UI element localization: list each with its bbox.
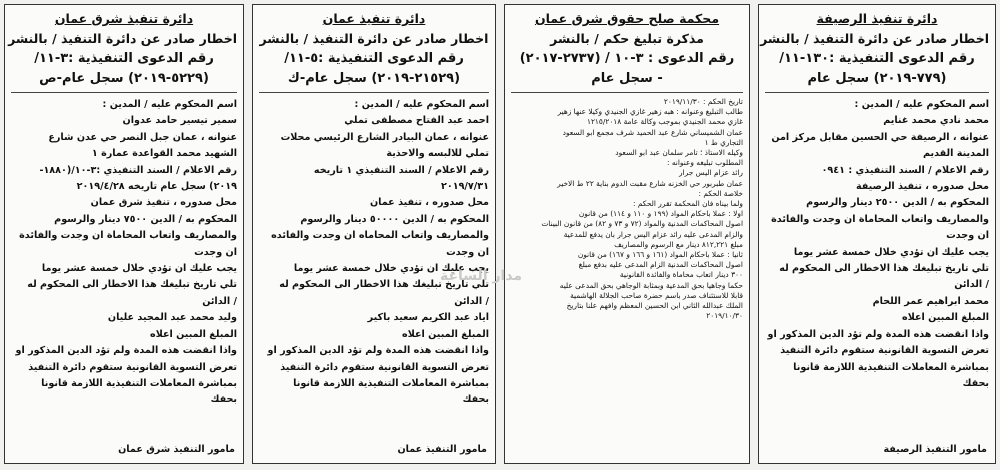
- notice-body-line: وليد محمد عبد المجيد عليان: [107, 312, 237, 324]
- notice-body-line: الملك عبدالله الثاني ابن الحسين المعظم وافهم علنا بتاريخ: [566, 301, 743, 311]
- notice-body-line: بمباشرة المعاملات التنفيذية اللازمة قانونا: [793, 361, 989, 373]
- notice-body-line: المطلوب تبليغه وعنوانه :: [667, 158, 743, 168]
- notice-body-line: التجاري ط ١: [704, 137, 743, 147]
- notice-body-line: تاريخ الحكم : ٢٠١٩/١١/٣٠: [663, 97, 743, 106]
- notice-heading-line: (٥٢٢٩-٢٠١٩) سجل عام-ص: [39, 71, 209, 86]
- notice-heading-line: رقم الدعوى : ٣-١٠ / (٢٧٣٧-٢٠١٧): [519, 51, 735, 66]
- notice-body-line: احمد عبد الفتاح مصطفى تملي: [344, 115, 489, 127]
- notice-body-line: والمصاريف واتعاب المحاماة ان وجدت والفائدة: [771, 213, 989, 225]
- notice-body-line: غازي محمد الجنيدي بموجب وكالة عامة ١٢١٥/٢٠١٨: [586, 117, 743, 127]
- notice-body-line: المدينة القديم: [922, 148, 989, 160]
- notice-footer: مامور التنفيذ الرصيفة: [883, 444, 987, 455]
- notice-body-line: بمباشرة المعاملات التنفيذية اللازمة قانونا: [293, 377, 489, 389]
- notice-heading-line: اخطار صادر عن دائرة التنفيذ / بالنشر: [8, 31, 237, 46]
- divider: [511, 92, 743, 93]
- notice-body-line: وكيله الاستاذ ؛ تامر سلمان عبد ابو السعود: [615, 148, 743, 158]
- notice-title: دائرة تنفيذ الرصيفة: [816, 11, 938, 26]
- notice-body-line: ٣٠٠ دينار اتعاب محاماة والفائدة القانونية: [619, 270, 743, 280]
- notice-body-line: والزام المدعى عليه رائد عزام اليس جرار بان يدفع للمدعية: [563, 229, 743, 239]
- divider: [259, 92, 489, 93]
- notice-body-line: محل صدوره ، تنفيذ شرق عمان: [90, 197, 237, 209]
- divider: [11, 92, 237, 93]
- notice-body-line: سمير تيسير حامد عدوان: [122, 115, 237, 127]
- notice-title: دائرة تنفيذ عمان: [322, 11, 426, 26]
- notice-heading-line: اخطار صادر عن دائرة التنفيذ / بالنشر: [760, 31, 989, 46]
- notice-body-line: تلي تاريخ تبليغك هذا الاخطار الى المحكوم له: [779, 263, 989, 275]
- notice-footer: مامور التنفيذ شرق عمان: [118, 444, 235, 455]
- notice-body-line: المحكوم به / الدين ٧٥٠٠ دينار والرسوم: [54, 213, 237, 225]
- notice-body-line: المبلغ المبين اعلاه: [402, 328, 489, 340]
- notice-body-line: رقم الاعلام / السند التنفيذي :٣-١٠/(١٨٨٠-: [39, 164, 237, 176]
- notice-east-amman: [4, 4, 244, 464]
- notice-body-line: ٢٠١٩) سجل عام تاريخه ٢٠١٩/٤/٢٨: [76, 181, 237, 193]
- notice-body-line: يجب عليك ان تؤدي خلال خمسة عشر يوما: [293, 263, 489, 275]
- notice-body-line: بحقك: [210, 394, 237, 406]
- watermark: مدار الساعة: [440, 268, 523, 284]
- notice-body-line: تلي تاريخ تبليغك هذا الاخطار الى المحكوم له: [27, 279, 237, 291]
- notice-body-line: ان وجدت: [446, 246, 489, 258]
- notice-body-line: المحكوم به / الدين ٢٥٠٠ دينار والرسوم: [806, 197, 989, 209]
- notice-heading-line: (٢١٥٢٩-٢٠١٩) سجل عام-ك: [287, 71, 461, 86]
- notice-body-line: رقم الاعلام / السند التنفيذي ١ تاريخه: [313, 164, 489, 176]
- notice-body-line: اسم المحكوم عليه / المدين :: [854, 99, 989, 110]
- notice-east-amman-court: [504, 4, 750, 464]
- notice-amman: [252, 4, 496, 464]
- notice-heading-line: رقم الدعوى التنفيذية :٣-١١/: [34, 51, 214, 66]
- notice-body-line: ولما بيناه فان المحكمة تقرر الحكم :: [633, 199, 743, 209]
- notice-body-line: بمباشرة المعاملات التنفيذية اللازمة قانونا: [41, 377, 237, 389]
- notice-body-line: عمان طبربور حي الخزنه شارع مقبت الدوم بناية ٢٢ ط الاخير: [557, 178, 743, 188]
- notice-title: محكمة صلح حقوق شرق عمان: [534, 11, 720, 26]
- notice-body-line: بحقك: [462, 394, 489, 406]
- notice-heading-line: اخطار صادر عن دائرة التنفيذ / بالنشر: [259, 31, 489, 46]
- notice-body-line: / الدائن: [202, 295, 237, 307]
- notice-heading-line: رقم الدعوى التنفيذية :١٣٠-١١/: [779, 51, 975, 66]
- notice-body-line: اسم المحكوم عليه / المدين :: [102, 99, 237, 110]
- divider: [765, 92, 989, 93]
- notice-heading-line: - سجل عام: [591, 71, 663, 86]
- notice-body-line: اياد عبد الكريم سعيد باكير: [367, 312, 489, 324]
- notice-body-line: ان وجدت: [946, 230, 989, 242]
- notice-rusaifa: [758, 4, 996, 464]
- notice-body-line: محمد نادي محمد غنايم: [883, 115, 989, 127]
- notice-body-line: يجب عليك ان تؤدي خلال خمسة عشر يوما: [793, 246, 989, 258]
- notice-body-line: تلي تاريخ تبليغك هذا الاخطار الى المحكوم له: [279, 279, 489, 291]
- notice-body-line: عنوانه ، عمان البيادر الشارع الرئيسي محلات: [280, 131, 489, 143]
- notice-body-line: محل صدوره ، تنفيذ الرصيفة: [855, 181, 989, 193]
- notice-body-line: يجب عليك ان تؤدي خلال خمسة عشر يوما: [41, 263, 237, 275]
- notice-body-line: اصول المحاكمات المدنية والمواد (٧٢ و ٧٣ و ٨٢) من قانون البينات: [541, 219, 743, 229]
- notice-body-line: عنوانه ، الرصيفة حي الحسين مقابل مركز امن: [771, 131, 989, 143]
- notice-footer: مامور التنفيذ عمان: [397, 444, 487, 455]
- notice-body-line: قابلا للاستئناف صدر باسم حضرة صاحب الجلالة الهاشمية: [570, 290, 743, 300]
- notice-title: دائرة تنفيذ شرق عمان: [54, 11, 194, 26]
- notice-body-line: واذا انقضت هذه المدة ولم تؤد الدين المذكور او: [267, 345, 489, 357]
- notice-body-line: ٢٠١٩/٧/٣١: [441, 181, 489, 193]
- notice-body-line: / الدائن: [954, 279, 989, 291]
- notice-body-line: / الدائن: [454, 295, 489, 307]
- notice-body-line: والمصاريف واتعاب المحاماة ان وجدت والفائدة: [19, 230, 237, 242]
- notice-body-line: واذا انقضت هذه المدة ولم تؤد الدين المذكور او: [767, 328, 989, 340]
- notice-body-line: خلاصة الحكم :: [698, 188, 743, 198]
- notice-body-line: المبلغ المبين اعلاه: [902, 312, 989, 324]
- notice-body-line: ثانيا : عملا باحكام المواد (١٦١ و ١٦٦ و ١٦٧) من قانون: [577, 250, 743, 260]
- notice-body-line: رائد عزام اليس جرار: [679, 168, 743, 178]
- notice-heading-line: رقم الدعوى التنفيذية :٥-١١/: [284, 51, 464, 66]
- notice-body-line: تملي للالبسه والاحذية: [386, 148, 489, 160]
- notice-body-line: ٢٠١٩/١٠/٣٠: [706, 311, 743, 321]
- notice-body-line: الشهيد محمد القواعدة عمارة ١: [91, 148, 237, 160]
- notice-body-line: محمد ابراهيم عمر اللحام: [872, 295, 989, 307]
- notice-body-line: مبلغ ٨١٢,٢٢١ دينار مع الرسوم والمصاريف: [614, 239, 743, 249]
- notice-heading-line: (٧٧٩-٢٠١٩) سجل عام: [807, 71, 947, 86]
- notice-body-line: المبلغ المبين اعلاه: [150, 328, 237, 340]
- notice-heading-line: مذكرة تبليغ حكم / بالنشر: [550, 31, 704, 46]
- notice-body-line: تعرض التسوية القانونية ستقوم دائرة التنفيذ: [280, 361, 489, 373]
- notice-body-line: ان وجدت: [194, 246, 237, 258]
- notice-body-line: والمصاريف واتعاب المحاماه ان وجدت والفائده: [271, 230, 489, 242]
- notice-body-line: تعرض التسوية القانونية ستقوم دائرة التنفيذ: [780, 345, 989, 357]
- notice-body-line: طالب التبليغ وعنوانه : هبه زهير غازي الجنيدي وكيلا عنها زهير: [557, 107, 743, 117]
- notice-body-line: المحكوم به / الدين ٥٠٠٠٠ دينار والرسوم: [300, 213, 489, 225]
- notice-body-line: رقم الاعلام / السند التنفيذي : ٠٩٤١: [821, 164, 989, 176]
- notice-body-line: اصول المحاكمات المدنية الزام المدعى عليه بدفع مبلغ: [578, 260, 743, 270]
- notice-body-line: اولا : عملا باحكام المواد (١٩٩ و ١١٠ و ١١٤) من قانون: [578, 209, 743, 219]
- notice-body-line: عمان الشميساني شارع عبد الحميد شرف مجمع ابو السعود: [562, 127, 743, 137]
- notice-body-line: محل صدوره ، تنفيذ عمان: [369, 197, 489, 209]
- notice-body-line: بحقك: [962, 377, 989, 389]
- notice-body-line: عنوانه ، عمان جبل النصر حي عدن شارع: [48, 131, 237, 143]
- notice-body-line: تعرض التسوية القانونية ستقوم دائرة التنفيذ: [28, 361, 237, 373]
- notice-body-line: واذا انقضت هذه المدة ولم تؤد الدين المذكور او: [15, 345, 237, 357]
- notice-body-line: اسم المحكوم عليه / المدين :: [354, 99, 489, 110]
- notice-body-line: حكما وجاهيا بحق المدعية وبمثابة الوجاهي بحق المدعى عليه: [559, 280, 743, 290]
